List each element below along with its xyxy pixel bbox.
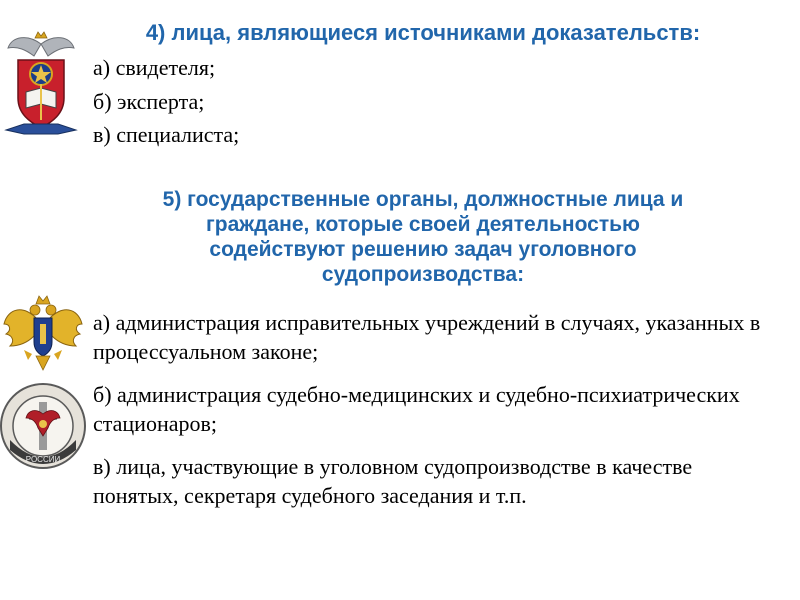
penitentiary-emblem-icon: [2, 294, 84, 374]
section-5-item: в) лица, участвующие в уголовном судопроизводстве в качестве понятых, секретаря судебного заседания и т.п.: [93, 454, 693, 508]
section-5-item: а) администрация исправительных учреждений в случаях, указанных в процессуальном законе;: [93, 310, 761, 364]
forensic-medical-seal-icon: [0, 378, 86, 474]
section-5-heading-line: 5) государственные органы, должностные лица и: [162, 188, 684, 211]
section-4-item: в) специалиста;: [93, 122, 240, 147]
section-5-heading-line: судопроизводства:: [321, 263, 525, 286]
police-academy-emblem-icon: [4, 30, 78, 138]
section-5-item: б) администрация судебно-медицинских и судебно-психиатрических стационаров;: [93, 382, 740, 436]
forensic-seal-text: РОССИИ: [25, 455, 61, 464]
section-5-heading: [98, 187, 748, 287]
section-5-heading-line: граждане, которые своей деятельностью: [206, 213, 640, 236]
section-5-heading-line: содействуют решению задач уголовного: [209, 238, 637, 261]
section-4-item: б) эксперта;: [93, 89, 205, 114]
section-4-item: а) свидетеля;: [93, 55, 216, 80]
section-4-heading: 4) лица, являющиеся источниками доказательств:: [145, 20, 701, 45]
